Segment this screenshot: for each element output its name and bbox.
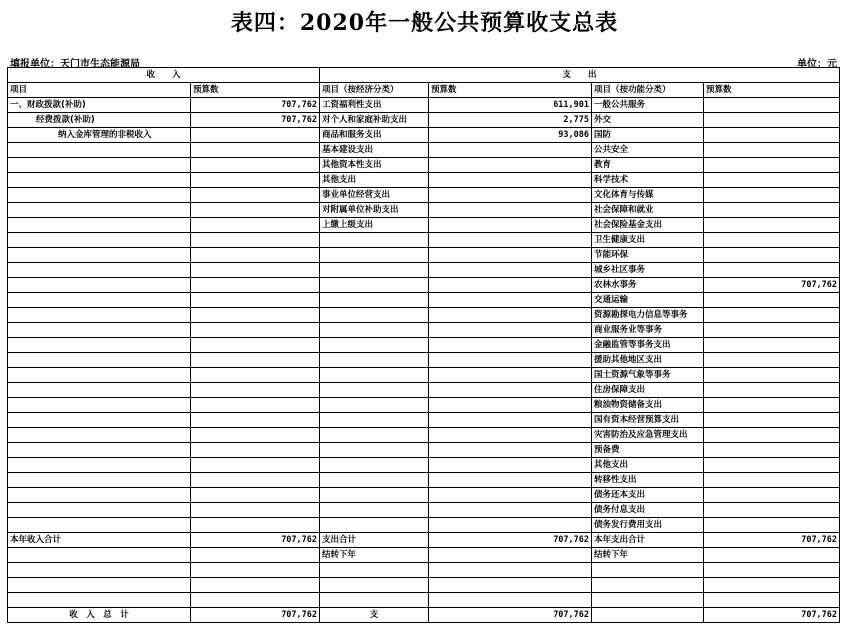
econ-value-cell xyxy=(429,428,592,443)
income-item-cell xyxy=(8,188,191,203)
income-item-cell xyxy=(8,308,191,323)
income-value-cell xyxy=(191,503,320,518)
econ-item-cell: 工资福利性支出 xyxy=(320,98,429,113)
econ-item-cell xyxy=(320,338,429,353)
table-row xyxy=(8,293,840,308)
econ-item-cell xyxy=(320,293,429,308)
func-item-cell: 节能环保 xyxy=(592,248,704,263)
carry-func-label: 结转下年 xyxy=(592,548,704,563)
income-value-cell: 707,762 xyxy=(191,98,320,113)
table-row xyxy=(8,518,840,533)
func-value-cell xyxy=(704,218,840,233)
income-item-cell xyxy=(8,398,191,413)
econ-item-cell: 其他支出 xyxy=(320,173,429,188)
blank-row xyxy=(8,593,840,608)
income-item-cell: 经费拨款(补助) xyxy=(8,113,191,128)
func-value-cell xyxy=(704,473,840,488)
econ-value-cell xyxy=(429,383,592,398)
func-value-cell xyxy=(704,113,840,128)
econ-item-cell: 基本建设支出 xyxy=(320,143,429,158)
func-item-cell: 金融监管等事务支出 xyxy=(592,338,704,353)
func-value-cell: 707,762 xyxy=(704,278,840,293)
income-value-cell xyxy=(191,323,320,338)
income-item-cell xyxy=(8,338,191,353)
econ-value-cell xyxy=(429,308,592,323)
income-item-cell xyxy=(8,203,191,218)
func-item-cell: 一般公共服务 xyxy=(592,98,704,113)
func-value-cell xyxy=(704,173,840,188)
empty-cell xyxy=(320,578,429,593)
table-row xyxy=(8,173,840,188)
page-title: 表四：2020年一般公共预算收支总表 xyxy=(230,10,619,36)
econ-value-cell: 2,775 xyxy=(429,113,592,128)
func-item-cell: 城乡社区事务 xyxy=(592,263,704,278)
empty-cell xyxy=(704,563,840,578)
econ-value-cell xyxy=(429,353,592,368)
func-value-cell xyxy=(704,353,840,368)
econ-value-cell xyxy=(429,413,592,428)
income-item-cell: 一、财政拨款(补助) xyxy=(8,98,191,113)
func-item-cell: 国有资本经营预算支出 xyxy=(592,413,704,428)
func-item-cell: 教育 xyxy=(592,158,704,173)
econ-item-cell xyxy=(320,383,429,398)
econ-value-cell xyxy=(429,458,592,473)
func-item-cell: 粮油物资储备支出 xyxy=(592,398,704,413)
func-value-cell xyxy=(704,503,840,518)
income-value-cell xyxy=(191,233,320,248)
table-row xyxy=(8,233,840,248)
grand-expense-value: 707,762 xyxy=(429,608,592,623)
econ-value-cell xyxy=(429,443,592,458)
income-sum-label: 本年收入合计 xyxy=(8,533,191,548)
func-item-cell: 预备费 xyxy=(592,443,704,458)
econ-item-cell xyxy=(320,398,429,413)
empty-cell xyxy=(429,563,592,578)
currency-unit: 单位：元 xyxy=(797,59,837,70)
func-value-cell xyxy=(704,323,840,338)
empty-cell xyxy=(8,548,191,563)
income-value-cell xyxy=(191,443,320,458)
econ-item-cell: 对附属单位补助支出 xyxy=(320,203,429,218)
func-value-cell xyxy=(704,143,840,158)
table-row xyxy=(8,308,840,323)
income-item-cell xyxy=(8,158,191,173)
empty-cell xyxy=(191,548,320,563)
income-item-cell xyxy=(8,488,191,503)
func-item-cell: 债务还本支出 xyxy=(592,488,704,503)
table-row xyxy=(8,158,840,173)
func-item-cell: 国防 xyxy=(592,128,704,143)
income-value-cell xyxy=(191,203,320,218)
func-item-cell: 住房保障支出 xyxy=(592,383,704,398)
func-item-cell: 卫生健康支出 xyxy=(592,233,704,248)
expense-sum-value: 707,762 xyxy=(429,533,592,548)
econ-item-cell xyxy=(320,248,429,263)
func-value-cell xyxy=(704,398,840,413)
empty-cell xyxy=(429,578,592,593)
income-value-cell xyxy=(191,263,320,278)
income-item-cell xyxy=(8,443,191,458)
econ-value-cell: 611,901 xyxy=(429,98,592,113)
econ-item-cell xyxy=(320,263,429,278)
income-item-cell xyxy=(8,293,191,308)
empty-cell xyxy=(592,593,704,608)
func-value-cell xyxy=(704,308,840,323)
table-row xyxy=(8,278,840,293)
income-item-cell xyxy=(8,458,191,473)
econ-item-cell: 对个人和家庭补助支出 xyxy=(320,113,429,128)
carry-econ-label: 结转下年 xyxy=(320,548,429,563)
empty-cell xyxy=(191,593,320,608)
table-row xyxy=(8,203,840,218)
func-sum-label: 本年支出合计 xyxy=(592,533,704,548)
empty-cell xyxy=(704,593,840,608)
func-value-cell xyxy=(704,413,840,428)
func-value-cell xyxy=(704,458,840,473)
empty-cell xyxy=(191,563,320,578)
econ-value-cell xyxy=(429,248,592,263)
budget-table-body xyxy=(8,68,840,623)
income-value-cell xyxy=(191,383,320,398)
table-row xyxy=(8,113,840,128)
table-row xyxy=(8,383,840,398)
table-row xyxy=(8,473,840,488)
income-item-cell xyxy=(8,248,191,263)
income-value-cell xyxy=(191,368,320,383)
econ-value-cell xyxy=(429,143,592,158)
econ-value-cell xyxy=(429,323,592,338)
income-item-cell xyxy=(8,473,191,488)
income-item-cell xyxy=(8,233,191,248)
econ-item-cell xyxy=(320,308,429,323)
func-value-cell xyxy=(704,383,840,398)
func-item-cell: 转移性支出 xyxy=(592,473,704,488)
func-value-cell xyxy=(704,488,840,503)
func-item-cell: 交通运输 xyxy=(592,293,704,308)
income-item-cell xyxy=(8,323,191,338)
func-value-cell xyxy=(704,128,840,143)
income-value-cell: 707,762 xyxy=(191,113,320,128)
section-header-row xyxy=(8,68,840,83)
income-value-cell xyxy=(191,518,320,533)
func-value-cell xyxy=(704,293,840,308)
expense-section-header: 支 出 xyxy=(320,68,840,83)
table-row xyxy=(8,338,840,353)
carry-forward-row xyxy=(8,548,840,563)
table-row xyxy=(8,128,840,143)
econ-value-cell xyxy=(429,503,592,518)
income-item-cell xyxy=(8,413,191,428)
func-item-cell: 国土资源气象等事务 xyxy=(592,368,704,383)
econ-item-cell: 商品和服务支出 xyxy=(320,128,429,143)
column-header-row xyxy=(8,83,840,98)
col-header-func: 项目（按功能分类） xyxy=(592,83,704,98)
func-value-cell xyxy=(704,263,840,278)
func-value-cell xyxy=(704,443,840,458)
econ-value-cell xyxy=(429,368,592,383)
func-item-cell: 科学技术 xyxy=(592,173,704,188)
grand-expense-label: 支 xyxy=(320,608,429,623)
income-item-cell xyxy=(8,278,191,293)
func-item-cell: 资源勘探电力信息等事务 xyxy=(592,308,704,323)
income-value-cell xyxy=(191,188,320,203)
func-item-cell: 灾害防治及应急管理支出 xyxy=(592,428,704,443)
income-value-cell xyxy=(191,473,320,488)
econ-value-cell xyxy=(429,173,592,188)
econ-item-cell xyxy=(320,368,429,383)
econ-value-cell xyxy=(429,263,592,278)
empty-cell xyxy=(191,578,320,593)
econ-item-cell xyxy=(320,278,429,293)
grand-income-value: 707,762 xyxy=(191,608,320,623)
income-value-cell xyxy=(191,278,320,293)
econ-item-cell xyxy=(320,413,429,428)
econ-value-cell xyxy=(429,278,592,293)
grand-func-value: 707,762 xyxy=(704,608,840,623)
empty-cell xyxy=(704,578,840,593)
income-item-cell xyxy=(8,368,191,383)
econ-item-cell xyxy=(320,323,429,338)
func-value-cell xyxy=(704,98,840,113)
econ-item-cell xyxy=(320,503,429,518)
income-value-cell xyxy=(191,293,320,308)
table-row xyxy=(8,368,840,383)
income-value-cell xyxy=(191,308,320,323)
grand-income-label: 收 入 总 计 xyxy=(8,608,191,623)
income-item-cell xyxy=(8,503,191,518)
income-item-cell xyxy=(8,383,191,398)
econ-value-cell xyxy=(429,188,592,203)
func-item-cell: 债务发行费用支出 xyxy=(592,518,704,533)
empty-cell xyxy=(429,548,592,563)
econ-item-cell: 事业单位经营支出 xyxy=(320,188,429,203)
subtotal-row xyxy=(8,533,840,548)
econ-item-cell xyxy=(320,473,429,488)
table-row xyxy=(8,188,840,203)
income-value-cell xyxy=(191,158,320,173)
econ-value-cell xyxy=(429,233,592,248)
econ-item-cell xyxy=(320,443,429,458)
econ-value-cell xyxy=(429,518,592,533)
econ-value-cell xyxy=(429,488,592,503)
econ-value-cell xyxy=(429,398,592,413)
func-item-cell: 公共安全 xyxy=(592,143,704,158)
income-section-header: 收 入 xyxy=(8,68,320,83)
empty-cell xyxy=(8,563,191,578)
table-row xyxy=(8,353,840,368)
func-value-cell xyxy=(704,158,840,173)
table-row xyxy=(8,248,840,263)
income-value-cell xyxy=(191,413,320,428)
func-item-cell: 援助其他地区支出 xyxy=(592,353,704,368)
empty-cell xyxy=(704,548,840,563)
econ-value-cell xyxy=(429,158,592,173)
income-item-cell xyxy=(8,143,191,158)
grand-total-row xyxy=(8,608,840,623)
econ-item-cell xyxy=(320,458,429,473)
func-value-cell xyxy=(704,188,840,203)
income-item-cell xyxy=(8,428,191,443)
income-item-cell xyxy=(8,263,191,278)
table-row xyxy=(8,143,840,158)
econ-value-cell xyxy=(429,338,592,353)
empty-cell xyxy=(320,563,429,578)
func-sum-value: 707,762 xyxy=(704,533,840,548)
income-value-cell xyxy=(191,428,320,443)
empty-cell xyxy=(429,593,592,608)
table-row xyxy=(8,323,840,338)
empty-cell xyxy=(8,593,191,608)
econ-value-cell xyxy=(429,218,592,233)
func-item-cell: 外交 xyxy=(592,113,704,128)
income-value-cell xyxy=(191,143,320,158)
empty-cell xyxy=(8,578,191,593)
table-row xyxy=(8,458,840,473)
income-value-cell xyxy=(191,488,320,503)
econ-item-cell: 上缴上级支出 xyxy=(320,218,429,233)
empty-cell xyxy=(320,593,429,608)
econ-item-cell xyxy=(320,233,429,248)
econ-value-cell: 93,086 xyxy=(429,128,592,143)
table-row xyxy=(8,443,840,458)
col-header-budget2: 预算数 xyxy=(429,83,592,98)
expense-sum-label: 支出合计 xyxy=(320,533,429,548)
income-value-cell xyxy=(191,128,320,143)
func-value-cell xyxy=(704,203,840,218)
empty-cell xyxy=(592,563,704,578)
func-item-cell: 农林水事务 xyxy=(592,278,704,293)
table-row xyxy=(8,413,840,428)
table-row xyxy=(8,98,840,113)
econ-item-cell xyxy=(320,518,429,533)
income-item-cell xyxy=(8,353,191,368)
col-header-item: 项目 xyxy=(8,83,191,98)
table-row xyxy=(8,488,840,503)
econ-value-cell xyxy=(429,203,592,218)
income-value-cell xyxy=(191,398,320,413)
blank-row xyxy=(8,563,840,578)
income-value-cell xyxy=(191,218,320,233)
reporting-unit: 填报单位：天门市生态能源局 xyxy=(10,59,140,70)
econ-value-cell xyxy=(429,473,592,488)
income-sum-value: 707,762 xyxy=(191,533,320,548)
func-item-cell: 文化体育与传媒 xyxy=(592,188,704,203)
table-row xyxy=(8,428,840,443)
empty-cell xyxy=(592,608,704,623)
func-item-cell: 商业服务业等事务 xyxy=(592,323,704,338)
table-row xyxy=(8,218,840,233)
func-value-cell xyxy=(704,233,840,248)
func-value-cell xyxy=(704,368,840,383)
col-header-econ: 项目（按经济分类） xyxy=(320,83,429,98)
income-item-cell xyxy=(8,518,191,533)
col-header-budget: 预算数 xyxy=(191,83,320,98)
table-row xyxy=(8,263,840,278)
income-value-cell xyxy=(191,458,320,473)
col-header-budget3: 预算数 xyxy=(704,83,840,98)
econ-item-cell xyxy=(320,488,429,503)
econ-item-cell xyxy=(320,428,429,443)
budget-table xyxy=(7,67,840,623)
income-item-cell xyxy=(8,173,191,188)
econ-value-cell xyxy=(429,293,592,308)
func-item-cell: 其他支出 xyxy=(592,458,704,473)
income-item-cell xyxy=(8,218,191,233)
income-value-cell xyxy=(191,173,320,188)
income-value-cell xyxy=(191,338,320,353)
blank-row xyxy=(8,578,840,593)
empty-cell xyxy=(592,578,704,593)
func-value-cell xyxy=(704,518,840,533)
income-value-cell xyxy=(191,353,320,368)
econ-item-cell xyxy=(320,353,429,368)
func-value-cell xyxy=(704,248,840,263)
func-value-cell xyxy=(704,338,840,353)
table-row xyxy=(8,398,840,413)
econ-item-cell: 其他资本性支出 xyxy=(320,158,429,173)
income-value-cell xyxy=(191,248,320,263)
func-value-cell xyxy=(704,428,840,443)
func-item-cell: 社会保障和就业 xyxy=(592,203,704,218)
income-item-cell: 纳入金库管理的非税收入 xyxy=(8,128,191,143)
table-row xyxy=(8,503,840,518)
func-item-cell: 债务付息支出 xyxy=(592,503,704,518)
func-item-cell: 社会保险基金支出 xyxy=(592,218,704,233)
